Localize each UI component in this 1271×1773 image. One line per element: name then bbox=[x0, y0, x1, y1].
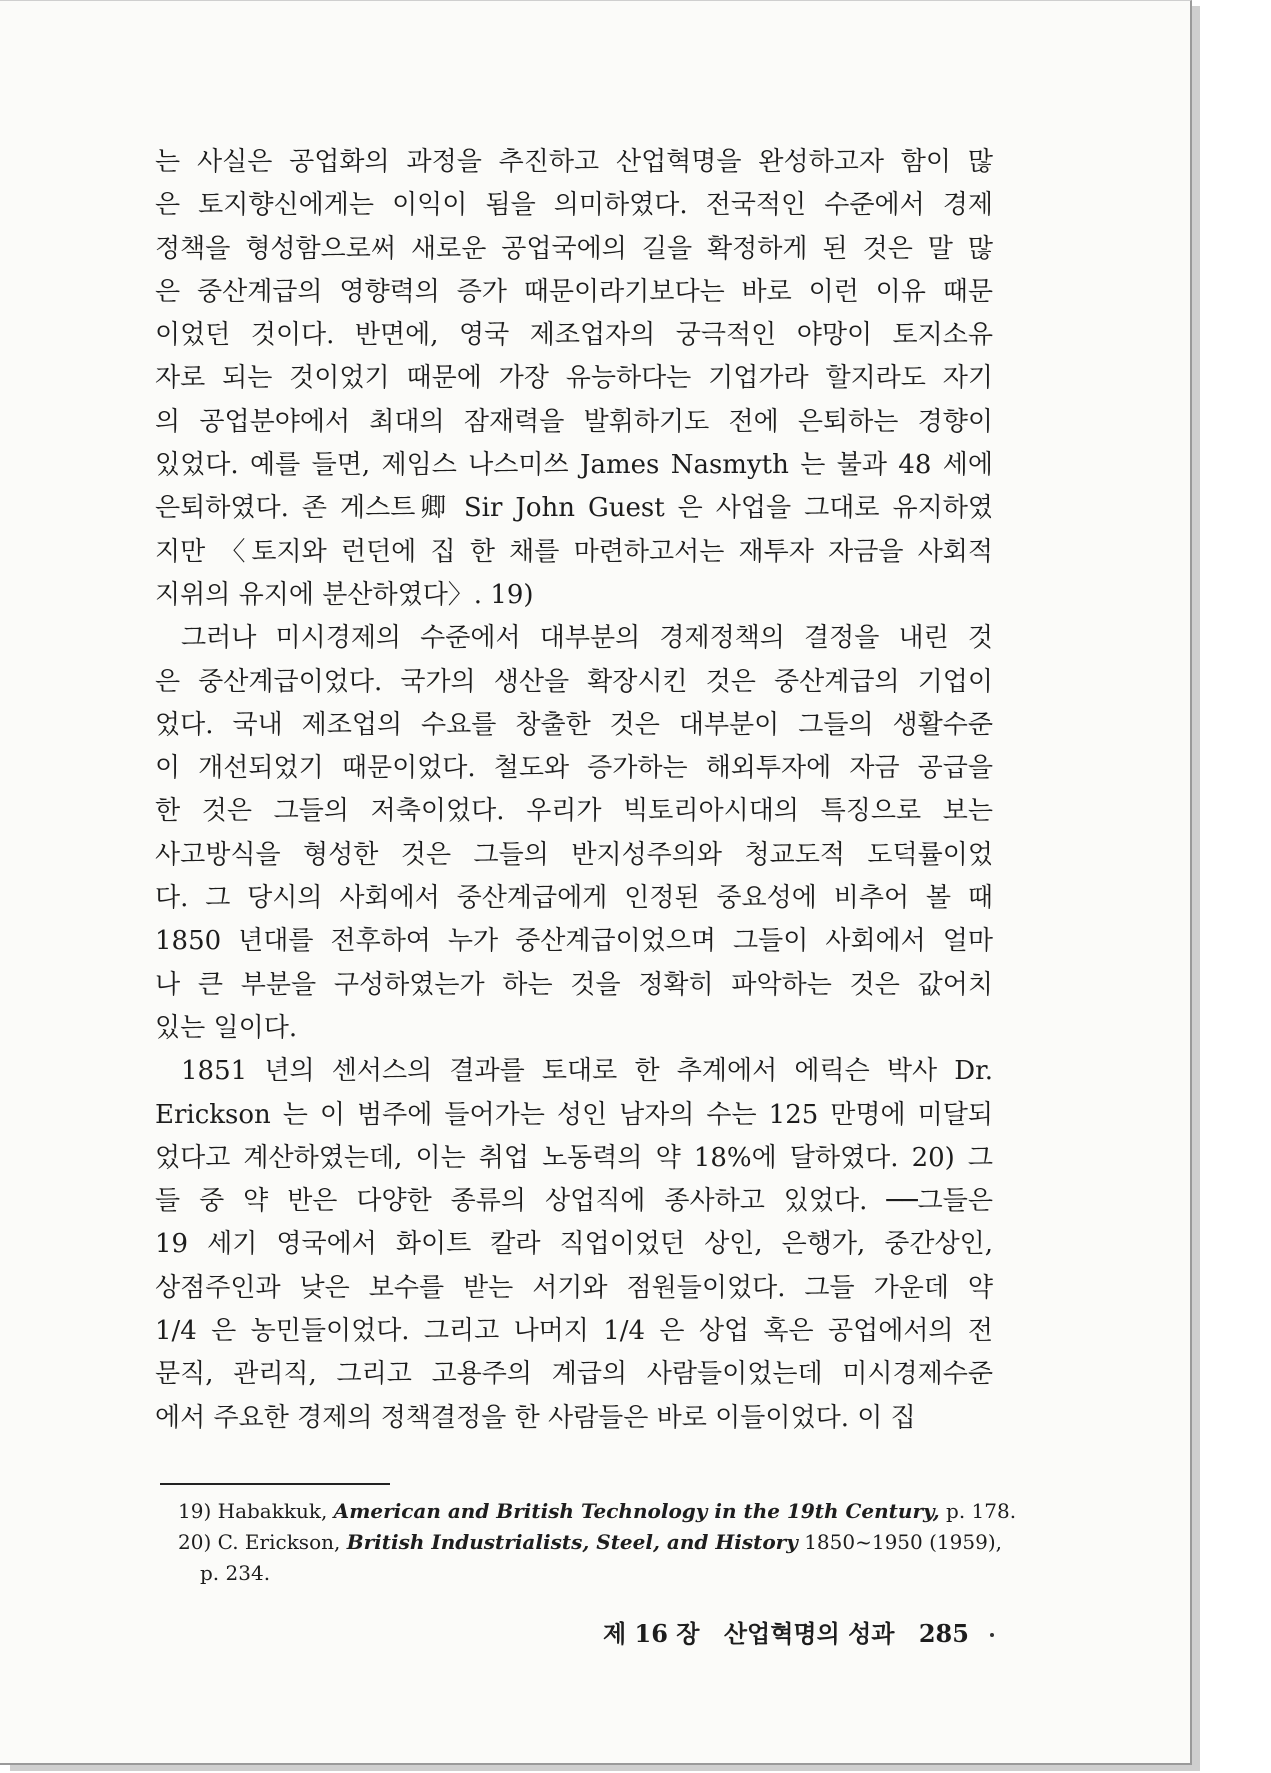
text-line: 었다고 계산하였는데, 이는 취업 노동력의 약 18%에 달하였다. 20) 그 bbox=[155, 1142, 993, 1173]
text-line: Erickson 는 이 범주에 들어가는 성인 남자의 수는 125 만명에 미달되 bbox=[155, 1099, 993, 1130]
text-line: 있는 일이다. bbox=[155, 1012, 298, 1043]
text-line: 1/4 은 농민들이었다. 그리고 나머지 1/4 은 상업 혹은 공업에서의 전 bbox=[155, 1316, 993, 1347]
text-line: 지만 〈토지와 런던에 집 한 채를 마련하고서는 재투자 자금을 사회적 bbox=[155, 536, 993, 567]
text-line: 사고방식을 형성한 것은 그들의 반지성주의와 청교도적 도덕률이었 bbox=[155, 839, 993, 870]
chapter-number: 제 16 장 bbox=[603, 1619, 700, 1648]
text-line: 1851 년의 센서스의 결과를 토대로 한 추계에서 에릭슨 박사 Dr. bbox=[181, 1056, 993, 1087]
footnote-divider bbox=[160, 1483, 390, 1485]
text-line: 은 중산계급의 영향력의 증가 때문이라기보다는 바로 이런 이유 때문 bbox=[155, 276, 993, 307]
text-line: 이 개선되었기 때문이었다. 철도와 증가하는 해외투자에 자금 공급을 bbox=[155, 753, 993, 784]
text-line: 은 중산계급이었다. 국가의 생산을 확장시킨 것은 중산계급의 기업이 bbox=[155, 666, 993, 697]
text-line: 19 세기 영국에서 화이트 칼라 직업이었던 상인, 은행가, 중간상인, bbox=[155, 1229, 993, 1260]
body-text bbox=[155, 141, 993, 1440]
background-strip bbox=[1200, 0, 1271, 1773]
text-line: 한 것은 그들의 저축이었다. 우리가 빅토리아시대의 특징으로 보는 bbox=[155, 796, 993, 827]
text-line: 들 중 약 반은 다양한 종류의 상업직에 종사하고 있었다. ──그들은 bbox=[155, 1186, 993, 1217]
footnote-20-continued: p. 234. bbox=[200, 1561, 271, 1585]
text-line: 었다. 국내 제조업의 수요를 창출한 것은 대부분이 그들의 생활수준 bbox=[155, 709, 993, 740]
text-line: 있었다. 예를 들면, 제임스 나스미쓰 James Nasmyth 는 불과 48 세에 bbox=[155, 450, 993, 481]
text-line: 문직, 관리직, 그리고 고용주의 계급의 사람들이었는데 미시경제수준 bbox=[155, 1359, 993, 1390]
chapter-title: 산업혁명의 성과 bbox=[723, 1619, 895, 1648]
paragraph bbox=[155, 617, 993, 1050]
text-line: 지위의 유지에 분산하였다〉. 19) bbox=[155, 579, 534, 610]
text-line: 그러나 미시경제의 수준에서 대부분의 경제정책의 결정을 내린 것 bbox=[181, 623, 993, 654]
text-line: 다. 그 당시의 사회에서 중산계급에게 인정된 중요성에 비추어 볼 때 bbox=[155, 883, 993, 914]
text-line: 의 공업분야에서 최대의 잠재력을 발휘하기도 전에 은퇴하는 경향이 bbox=[155, 406, 993, 437]
footnote-20: 20) C. Erickson, British Industrialists, Steel, and History 1850~1950 (1959), bbox=[178, 1530, 1002, 1554]
text-line: 정책을 형성함으로써 새로운 공업국에의 길을 확정하게 된 것은 말 많 bbox=[155, 233, 993, 264]
paragraph bbox=[155, 1050, 993, 1440]
footnotes bbox=[178, 1496, 1017, 1589]
text-line: 자로 되는 것이었기 때문에 가장 유능하다는 기업가라 할지라도 자기 bbox=[155, 363, 993, 394]
text-line: 은퇴하였다. 존 게스트卿 Sir John Guest 은 사업을 그대로 유지하였 bbox=[155, 493, 993, 524]
paragraph bbox=[155, 141, 993, 617]
text-line: 는 사실은 공업화의 과정을 추진하고 산업혁명을 완성하고자 함이 많 bbox=[155, 147, 993, 177]
text-line: 에서 주요한 경제의 정책결정을 한 사람들은 바로 이들이었다. 이 집 bbox=[155, 1402, 916, 1433]
text-line: 나 큰 부분을 구성하였는가 하는 것을 정확히 파악하는 것은 값어치 bbox=[155, 969, 993, 1000]
text-line: 상점주인과 낮은 보수를 받는 서기와 점원들이었다. 그들 가운데 약 bbox=[155, 1272, 993, 1303]
footnote-19: 19) Habakkuk, American and British Technology in the 19th Century, p. 178. bbox=[178, 1499, 1017, 1523]
text-line: 1850 년대를 전후하여 누가 중산계급이었으며 그들이 사회에서 얼마 bbox=[155, 926, 993, 957]
scan-speck bbox=[990, 1633, 994, 1637]
running-footer bbox=[603, 1614, 1003, 1649]
page-number: 285 bbox=[918, 1619, 969, 1648]
text-line: 은 토지향신에게는 이익이 됨을 의미하였다. 전국적인 수준에서 경제 bbox=[155, 190, 993, 221]
text-line: 이었던 것이다. 반면에, 영국 제조업자의 궁극적인 야망이 토지소유 bbox=[155, 320, 993, 351]
